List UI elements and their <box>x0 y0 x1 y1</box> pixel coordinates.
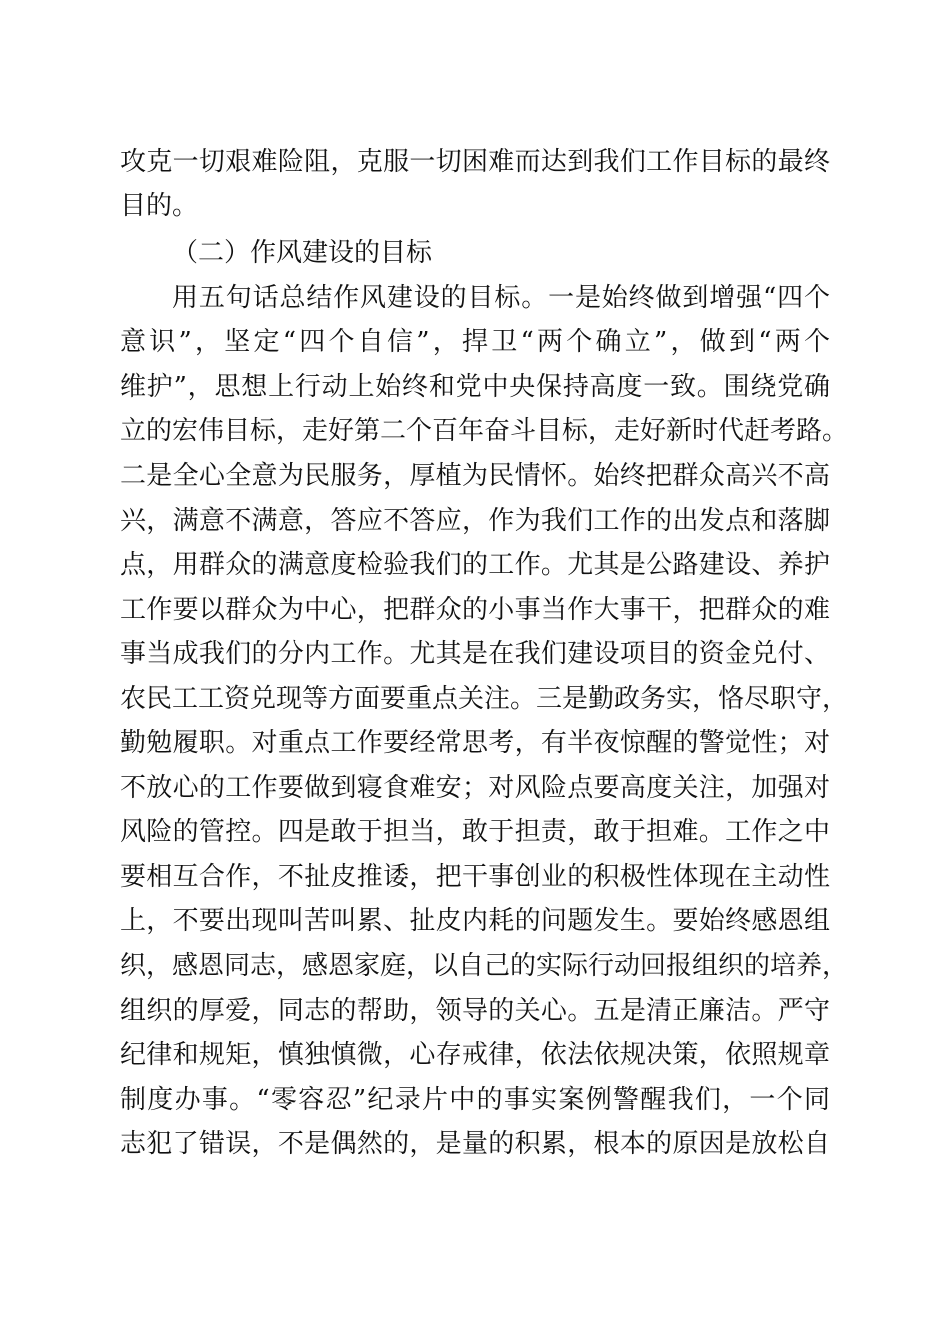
text-line: 兴，满意不满意，答应不答应，作为我们工作的出发点和落脚 <box>120 506 830 536</box>
text-line: 不放心的工作要做到寝食难安；对风险点要高度关注，加强对 <box>120 773 830 803</box>
text-line: 勤勉履职。对重点工作要经常思考，有半夜惊醒的警觉性；对 <box>120 728 830 758</box>
text-line: 意识”，坚定“四个自信”，捍卫“两个确立”，做到“两个 <box>120 327 830 357</box>
text-line: 纪律和规矩，慎独慎微，心存戒律，依法依规决策，依照规章 <box>120 1040 830 1070</box>
text-line: 事当成我们的分内工作。尤其是在我们建设项目的资金兑付、 <box>120 639 830 669</box>
text-line: 二是全心全意为民服务，厚植为民情怀。始终把群众高兴不高 <box>120 461 830 491</box>
text-line: 志犯了错误，不是偶然的，是量的积累，根本的原因是放松自 <box>120 1129 830 1159</box>
text-line: 要相互合作，不扯皮推诿，把干事创业的积极性体现在主动性 <box>120 862 830 892</box>
text-line: 织，感恩同志，感恩家庭，以自己的实际行动回报组织的培养， <box>120 951 849 981</box>
text-line: 目的。 <box>120 191 199 221</box>
paragraph-first-line: 用五句话总结作风建设的目标。一是始终做到增强“四个 <box>172 283 830 313</box>
text-line: 风险的管控。四是敢于担当，敢于担责，敢于担难。工作之中 <box>120 817 830 847</box>
text-line: 工作要以群众为中心，把群众的小事当作大事干，把群众的难 <box>120 595 830 625</box>
text-line: 攻克一切艰难险阻，克服一切困难而达到我们工作目标的最终 <box>120 147 830 177</box>
text-line: 制度办事。“零容忍”纪录片中的事实案例警醒我们，一个同 <box>120 1085 830 1115</box>
text-line: 维护”，思想上行动上始终和党中央保持高度一致。围绕党确 <box>120 372 830 402</box>
text-line: 上，不要出现叫苦叫累、扯皮内耗的问题发生。要始终感恩组 <box>120 906 830 936</box>
section-heading: （二）作风建设的目标 <box>172 238 433 268</box>
text-line: 立的宏伟目标，走好第二个百年奋斗目标，走好新时代赶考路。 <box>120 416 849 446</box>
text-line: 农民工工资兑现等方面要重点关注。三是勤政务实，恪尽职守， <box>120 684 849 714</box>
text-line: 点，用群众的满意度检验我们的工作。尤其是公路建设、养护 <box>120 550 830 580</box>
text-line: 组织的厚爱，同志的帮助，领导的关心。五是清正廉洁。严守 <box>120 996 830 1026</box>
